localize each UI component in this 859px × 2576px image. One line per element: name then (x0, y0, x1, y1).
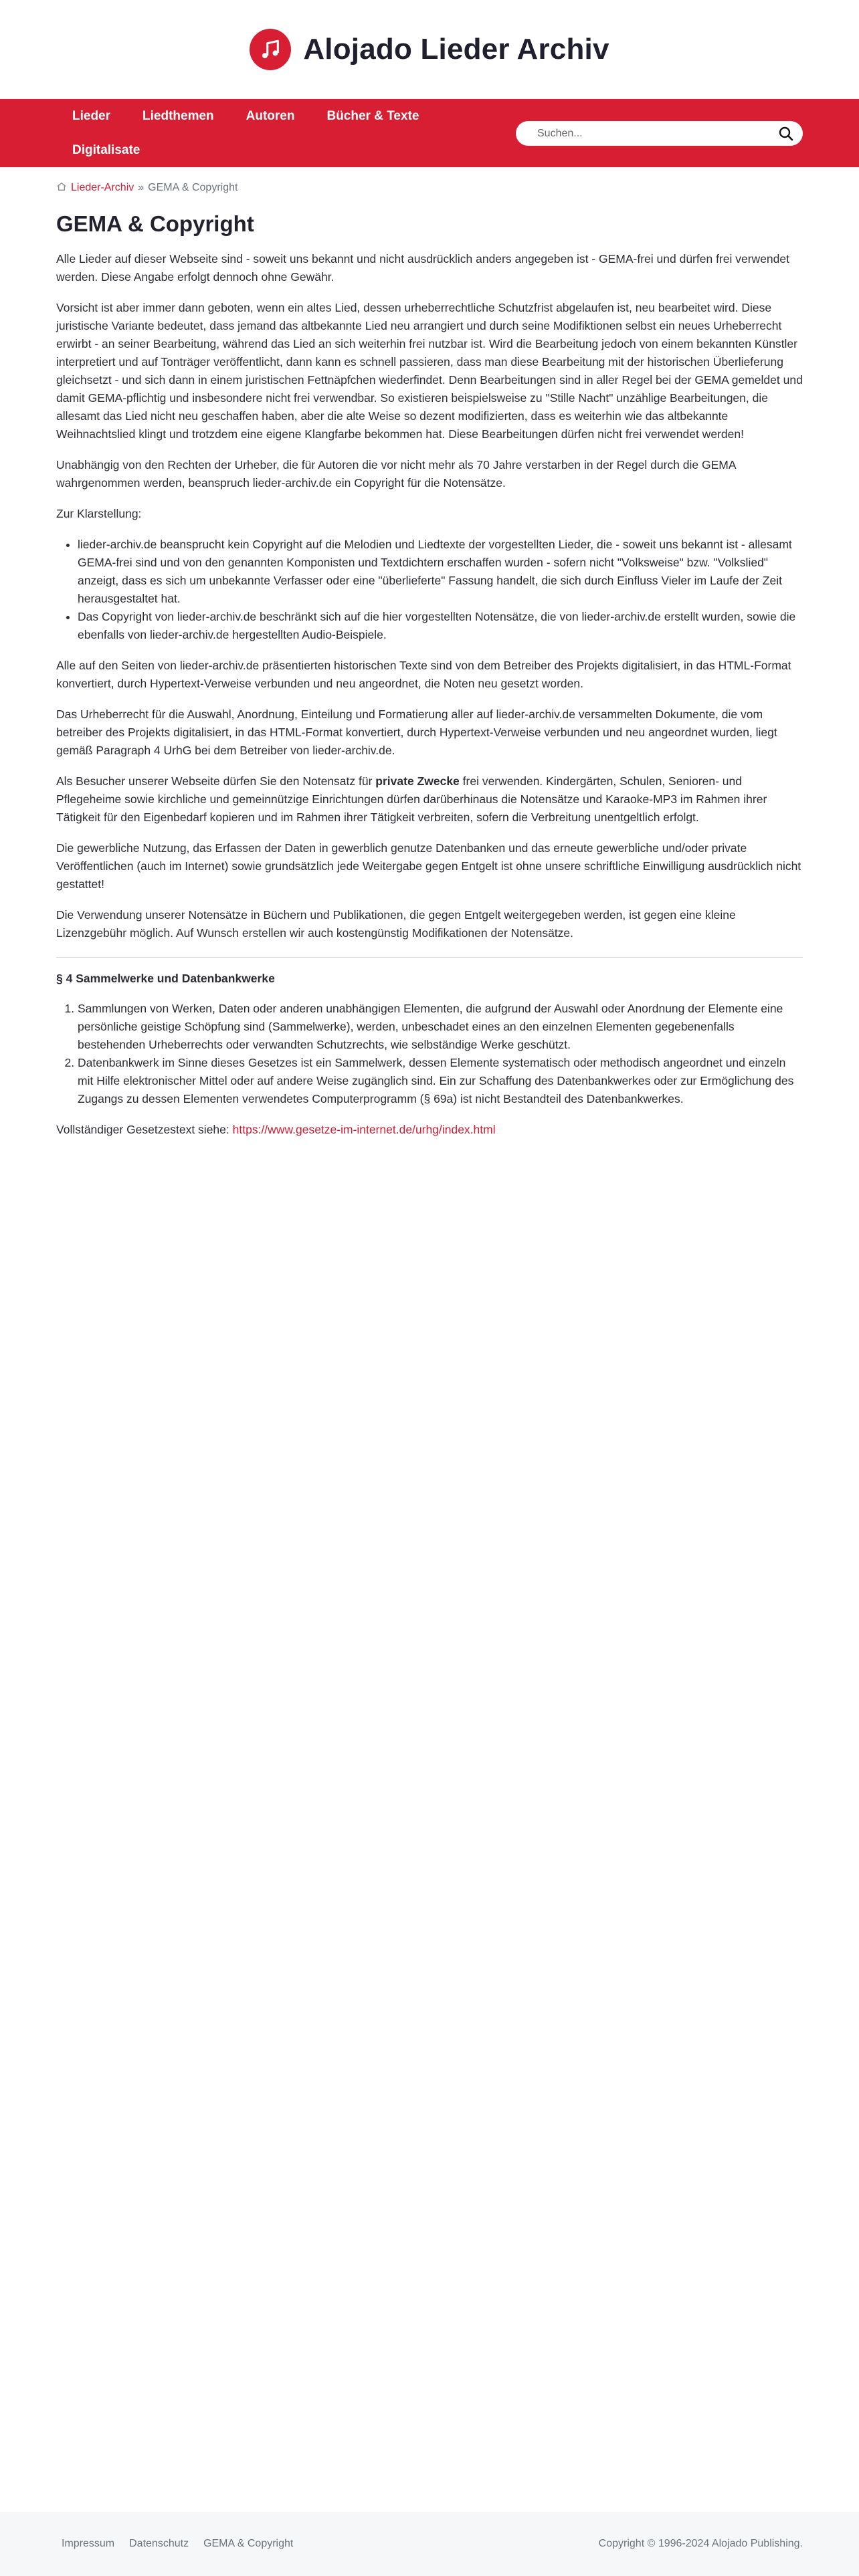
nav-item-liedthemen[interactable]: Liedthemen (142, 109, 214, 123)
paragraph-license: Die Verwendung unserer Notensätze in Büchern und Publikationen, die gegen Entgelt weitergegeben werden, ist gegen eine kleine Lizenzgebühr möglich. Auf Wunsch erstellen wir auch kostengünstig Modifikationen der Notensätze. (56, 908, 736, 940)
nav-links (56, 99, 458, 167)
article-body (56, 250, 803, 1139)
site-header (0, 0, 859, 99)
nav-item-autoren[interactable]: Autoren (246, 109, 295, 123)
list-item: 2. Datenbankwerk im Sinne dieses Gesetzes ist ein Sammelwerk, dessen Elemente systematisch oder methodisch angeordnet und einzeln mit Hilfe elektronischer Mittel oder auf andere Weise zugänglich sind. Ein zur Schaffung des Datenbankwerkes oder zur Ermöglichung des Zugangs zu dessen Elementen verwendetes Computerprogramm (§ 69a) ist nicht Bestandteil des Datenbankwerkes. (78, 1054, 803, 1108)
home-icon (56, 181, 67, 195)
paragraph-commercial-use: Die gewerbliche Nutzung, das Erfassen der Daten in gewerblich genutze Datenbanken und das erneute gewerbliche und/oder private Veröffentlichen (auch im Internet) sowie grundsätzlich jede Weitergabe gegen Entgelt ist ohne unsere schriftliche Einwilligung ausdrücklich nicht gestattet! (56, 841, 801, 891)
private-use-emphasis: private Zwecke (375, 774, 460, 788)
paragraph-arrangements: Vorsicht ist aber immer dann geboten, wenn ein altes Lied, dessen urheberrechtliche Schutzfrist abgelaufen ist, neu bearbeitet wird. Diese juristische Variante bedeutet, dass jemand das altbekannte Lied neu arrangiert und durch seine Modifiktionen selbst ein neues Urheberrecht erwirbt - an seiner Bearbeitung, während das Lied an sich weiterhin frei nutzbar ist. Wird die Bearbeitung jedoch von einem bekannten Künstler interpretiert und auf Tonträger veröffentlicht, dann kann es schnell passieren, dass man diese Bearbeitung mit der historischen Überlieferung gleichsetzt - und sich dann in einem juristischen Fettnäpfchen wiederfindet. Denn Bearbeitungen sind in aller Regel bei der GEMA gemeldet und damit GEMA-pflichtig und insbesondere nicht frei verwendbar. So existieren beispielsweise zu "Stille Nacht" unzählige Bearbeitungen, die allesamt das Lied nicht neu geschaffen haben, aber die alte Weise so dezent modifizierten, dass es weiterhin wie das altbekannte Weihnachtslied klingt und trotzdem eine eigene Klangfarbe bekommen hat. Diese Bearbeitungen dürfen nicht frei verwendet werden! (56, 301, 803, 441)
breadcrumb (56, 181, 803, 195)
footer-link-datenschutz[interactable]: Datenschutz (129, 2538, 189, 2549)
home-glyph (56, 181, 67, 192)
law-list (56, 1000, 803, 1108)
clarification-list (56, 536, 803, 644)
paragraph-gema-free: Alle Lieder auf dieser Webseite sind - soweit uns bekannt und nicht ausdrücklich anders angegeben ist - GEMA-frei und dürfen frei verwendet werden. Diese Angabe erfolgt dennoch ohne Gewähr. (56, 252, 789, 284)
clarification-label: Zur Klarstellung: (56, 507, 142, 520)
paragraph-private-use (56, 772, 803, 827)
breadcrumb-current: GEMA & Copyright (148, 182, 238, 193)
full-text-paragraph (56, 1121, 803, 1139)
footer-link-impressum[interactable]: Impressum (62, 2538, 115, 2549)
breadcrumb-home-link[interactable]: Lieder-Archiv (71, 182, 134, 193)
private-use-text-after: frei verwenden. Kindergärten, Schulen, Senioren- und Pflegeheime sowie kirchliche und gemeinnützige Einrichtungen dürfen darüberhinaus die Notensätze und Karaoke-MP3 im Rahmen ihrer Tätigkeit für den Eigenbedarf kopieren und im Rahmen ihrer Tätigkeit verbreiten, sofern die Verbreitung unentgeltlich erfolgt. (56, 774, 767, 824)
divider (56, 957, 803, 958)
list-item: • lieder-archiv.de beansprucht kein Copyright auf die Melodien und Liedtexte der vorgestellten Lieder, die - soweit uns bekannt ist - allesamt GEMA-frei sind und von den genannten Komponisten und Textdichtern erschaffen wurden - sofern nicht "Volksweise" bzw. "Volkslied" anzeigt, dass es sich um unbekannte Verfasser oder eine "überlieferte" Fassung handelt, die sich durch Einfluss Vieler im Laufe der Zeit herausgestaltet hat. (78, 536, 803, 608)
footer-link-gema-copyright[interactable]: GEMA & Copyright (203, 2538, 294, 2549)
section-heading: § 4 Sammelwerke und Datenbankwerke (56, 972, 275, 985)
full-text-label: Vollständiger Gesetzestext siehe: (56, 1123, 229, 1136)
paragraph-urhg: Das Urheberrecht für die Auswahl, Anordnung, Einteilung und Formatierung aller auf lieder-archiv.de versammelten Dokumente, die vom betreiber des Projekts digitalisiert, in das HTML-Format konvertiert, durch Hypertext-Verweise verbunden und neu angeordnet wurden, liegt gemäß Paragraph 4 UrhG bei dem Betreiber von lieder-archiv.de. (56, 708, 777, 757)
private-use-text-before: Als Besucher unserer Webseite dürfen Sie den Notensatz für (56, 774, 376, 788)
nav-item-buecher-texte[interactable]: Bücher & Texte (326, 109, 419, 123)
main-navbar (0, 99, 859, 167)
site-title[interactable]: Alojado Lieder Archiv (303, 33, 609, 66)
list-item: • Das Copyright von lieder-archiv.de beschränkt sich auf die hier vorgestellten Notensätze, die von lieder-archiv.de erstellt wurden, sowie die ebenfalls von lieder-archiv.de hergestellten Audio-Beispiele. (78, 608, 803, 644)
music-note-icon[interactable] (250, 29, 291, 70)
nav-item-digitalisate[interactable]: Digitalisate (72, 143, 140, 157)
search-box (516, 121, 803, 146)
search-input[interactable] (537, 128, 777, 140)
main-content (56, 181, 803, 1139)
search-icon[interactable] (777, 125, 795, 142)
nav-item-lieder[interactable]: Lieder (72, 109, 111, 123)
breadcrumb-separator: » (138, 182, 145, 193)
search-glyph (778, 126, 794, 142)
paragraph-digitized: Alle auf den Seiten von lieder-archiv.de präsentierten historischen Texte sind von dem Betreiber des Projekts digitalisiert, in das HTML-Format konvertiert, durch Hypertext-Verweise verbunden und neu angeordnet, die Noten neu gesetzt worden. (56, 659, 791, 690)
footer-links (62, 2538, 293, 2550)
footer-copyright: Copyright © 1996-2024 Alojado Publishing. (598, 2538, 803, 2549)
paragraph-copyright-claim: Unabhängig von den Rechten der Urheber, die für Autoren die vor nicht mehr als 70 Jahre verstarben in der Regel durch die GEMA wahrgenommen werden, beanspruch lieder-archiv.de ein Copyright für die Notensätze. (56, 458, 736, 490)
site-footer (0, 2512, 859, 2576)
law-link[interactable]: https://www.gesetze-im-internet.de/urhg/index.html (232, 1123, 496, 1136)
music-note-glyph (259, 38, 282, 61)
page-title: GEMA & Copyright (56, 211, 254, 236)
list-item: 1. Sammlungen von Werken, Daten oder anderen unabhängigen Elementen, die aufgrund der Auswahl oder Anordnung der Elemente eine persönliche geistige Schöpfung sind (Sammelwerke), werden, unbeschadet eines an den einzelnen Elementen gegebenenfalls bestehenden Urheberrechts oder verwandten Schutzrechts, wie selbständige Werke geschützt. (78, 1000, 803, 1054)
